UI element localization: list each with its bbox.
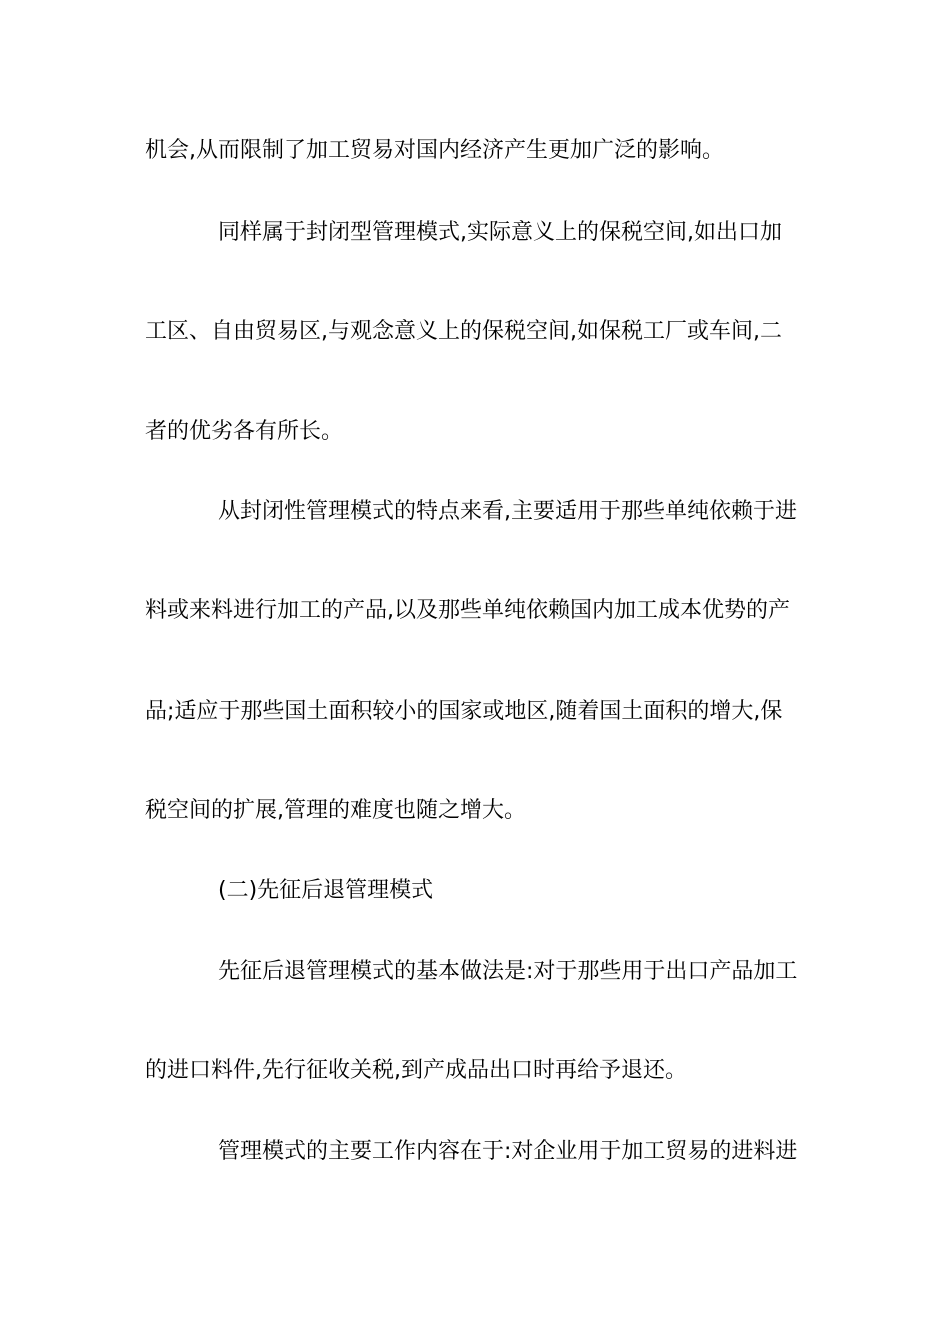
text-line: 工区、自由贸易区,与观念意义上的保税空间,如保税工厂或车间,二 bbox=[145, 319, 782, 344]
text-line: 机会,从而限制了加工贸易对国内经济产生更加广泛的影响。 bbox=[145, 138, 724, 163]
text-line: 品;适应于那些国土面积较小的国家或地区,随着国土面积的增大,保 bbox=[145, 699, 783, 724]
text-line: 的进口料件,先行征收关税,到产成品出口时再给予退还。 bbox=[145, 1058, 687, 1083]
paragraph-start: 从封闭性管理模式的特点来看,主要适用于那些单纯依赖于进 bbox=[218, 499, 797, 524]
section-heading: (二)先征后退管理模式 bbox=[218, 878, 434, 903]
text-line: 税空间的扩展,管理的难度也随之增大。 bbox=[145, 798, 526, 823]
paragraph-start: 管理模式的主要工作内容在于:对企业用于加工贸易的进料进 bbox=[218, 1139, 798, 1164]
paragraph-start: 同样属于封闭型管理模式,实际意义上的保税空间,如出口加 bbox=[218, 220, 782, 245]
paragraph-start: 先征后退管理模式的基本做法是:对于那些用于出口产品加工 bbox=[218, 959, 798, 984]
text-line: 者的优劣各有所长。 bbox=[145, 419, 344, 444]
text-line: 料或来料进行加工的产品,以及那些单纯依赖国内加工成本优势的产 bbox=[145, 598, 790, 623]
